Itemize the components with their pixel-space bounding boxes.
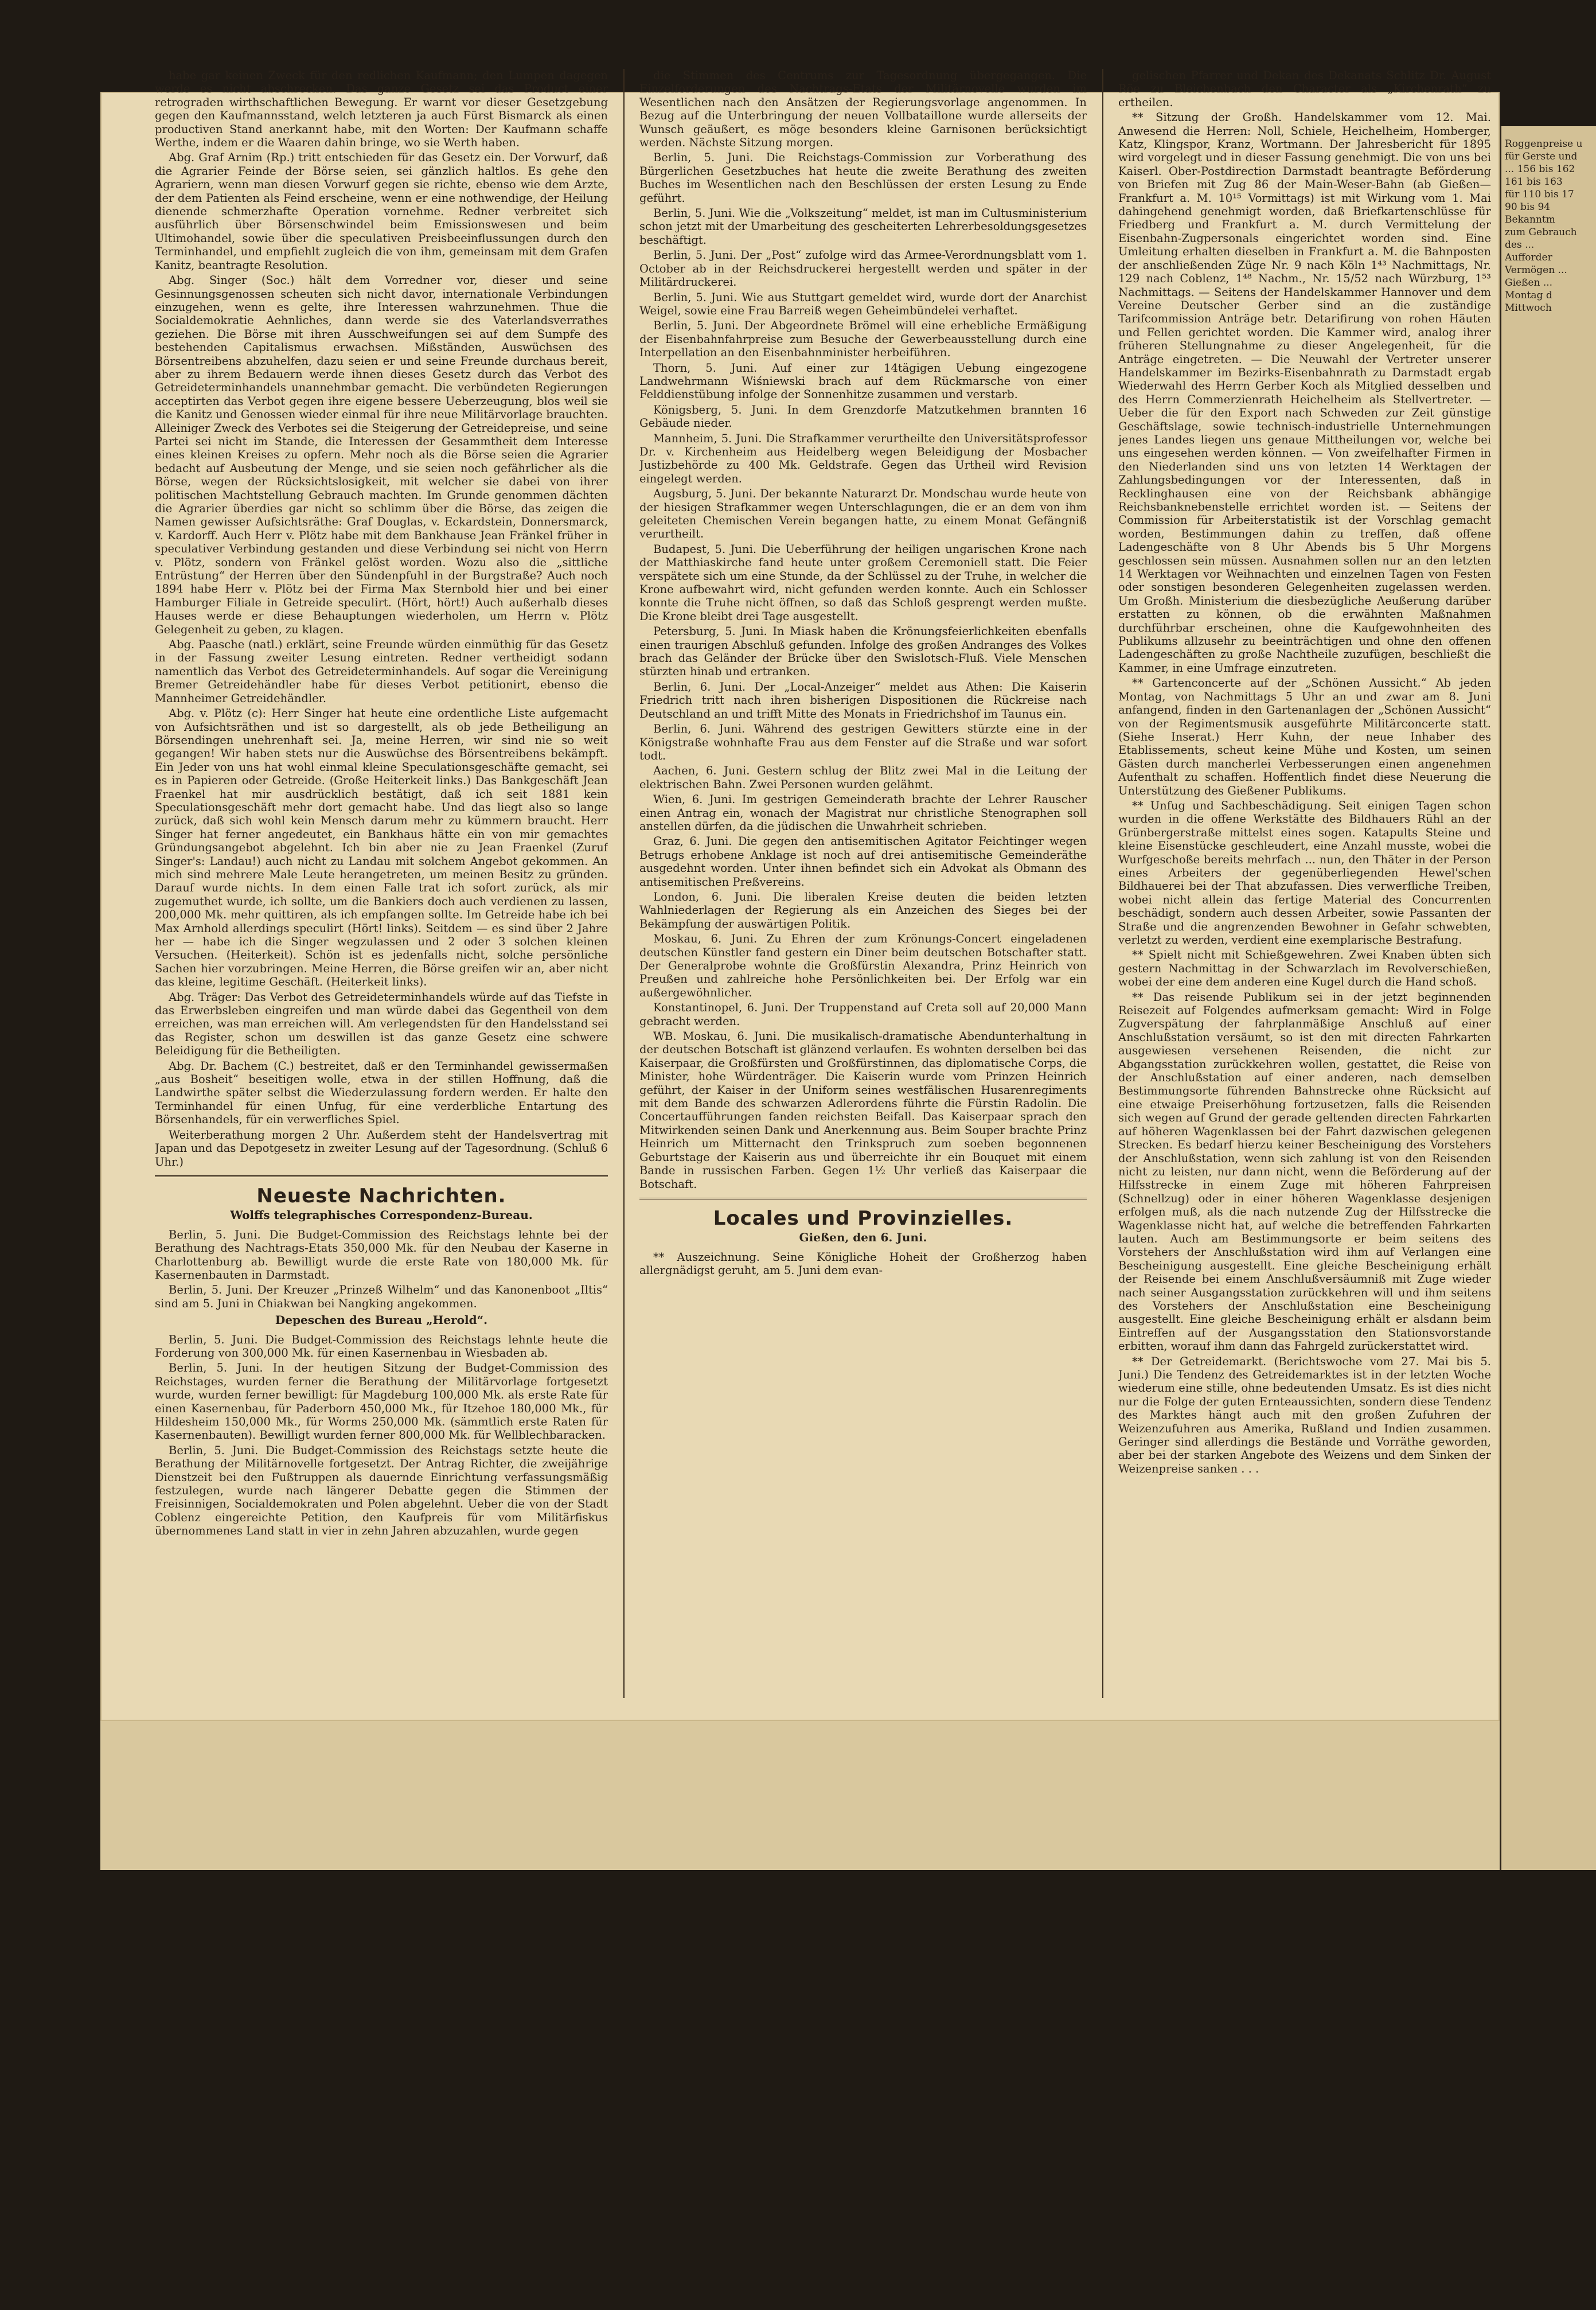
strip-line: Roggenpreise u bbox=[1505, 138, 1583, 150]
local-dateline: Gießen, den 6. Juni. bbox=[799, 1230, 927, 1245]
local-paragraph: ** Das reisende Publikum sei in der jetzt beginnenden Reisezeit auf Folgendes aufmerksam gemacht: Wird in Folge Zugverspätung der fahrplanmäßige Anschluß auf einer Anschlußstation versäumt, so ist den mit directen Fahrkarten ausgewiesen versehenen Reisenden, die nicht zur Abgangsstation zurückkehren wollen, gestattet, die Reise von der Anschlußstation auf einer anderen, nach demselben Bestimmungsorte führenden Bahnstrecke ohne Rücksicht auf eine etwaige Preiserhöhung fortzusetzen, falls die Reisenden sich wegen auf Grund der gerade geltenden directen Fahrkarten auf höheren Wagenklassen bei der Fahrt dazwischen gelegenen Strecken. Es bedarf hierzu keiner Bescheinigung des Vorstehers der Anschlußstation, wenn sich zahlung ist von den Reisenden nicht zu leisten, nur dann nicht, wenn die Beförderung auf der Hilfsstrecke in einem Zuge mit höheren Fahrpreisen (Schnellzug) oder in einer höheren Wagenklasse desjenigen erfolgen muß, als die nach nutzende Zug der Hilfsstrecke die Wagenklasse nicht hat, auf welche die betreffenden Fahrkarten lauten. Auch am Bestimmungsorte er beim seitens des Vorstehers der Anschlußstation wird ihm auf Verlangen eine Bescheinigung ausgestellt. Eine gleiche Bescheinigung erhält der Reisende bei einem Anschlußversäumniß mit Zuge wieder nach seiner Ausgangsstation zurückkehren will und ihm seitens des Vorstehers der Anschlußstation eine Bescheinigung ausgestellt. Eine gleiche Bescheinigung erhält er alsdann beim Eintreffen auf der Ausgangsstation den Stationsvorstande erbitten, worauf ihm dann das Fahrgeld zurückerstattet wird. bbox=[1118, 990, 1491, 1353]
strip-line: 161 bis 163 bbox=[1505, 176, 1563, 188]
dispatch-paragraph: Berlin, 5. Juni. Wie aus Stuttgart gemeldet wird, wurde dort der Anarchist Weigel, sowie eine Frau Barreiß wegen Geheimbündelei verhaftet. bbox=[639, 290, 1087, 317]
dispatch-paragraph: WB. Moskau, 6. Juni. Die musikalisch-dramatische Abendunterhaltung in der deutschen Botschaft ist glänzend verlaufen. Es wohnten derselben bei das Kaiserpaar, die Großfürsten und Großfürstinnen, das diplomatische Corps, die Minister, hohe Würdenträger. Die Kaiserin wurde vom Prinzen Heinrich geführt, der Kaiser in der Uniform seines westfälischen Husarenregiments mit dem Bande des schwarzen Adlerordens führte die Fürstin Radolin. Die Concertaufführungen fanden reichsten Beifall. Das Kaiserpaar sprach den Mitwirkenden seinen Dank und Anerkennung aus. Beim Souper brachte Prinz Heinrich um Mitternacht den Trinkspruch zum soeben begonnenen Geburtstage der Kaiserin aus und überreichte ihr ein Bouquet mit einem Bande in russischen Farben. Gegen 1½ Uhr verließ das Kaiserpaar die Botschaft. bbox=[639, 1030, 1087, 1191]
dispatch-paragraph: Graz, 6. Juni. Die gegen den antisemitischen Agitator Feichtinger wegen Betrugs erhobene Anklage ist noch auf drei antisemitische Gemeinderäthe ausgedehnt worden. Unter ihnen befindet sich ein Advokat als Obmann des antisemitischen Preßvereins. bbox=[639, 835, 1087, 889]
article-paragraph: Abg. Dr. Bachem (C.) bestreitet, daß er den Terminhandel gewissermaßen „aus Bosheit“ beseitigen wolle, etwa in der stillen Hoffnung, daß die Landwirthe später selbst die Wiederzulassung fordern werden. Er halte den Terminhandel für einen Unfug, für eine verderbliche Entartung des Börsenhandels, für ein verwerfliches Spiel. bbox=[155, 1059, 608, 1127]
article-paragraph: Abg. Paasche (natl.) erklärt, seine Freunde würden einmüthig für das Gesetz in der Fassung zweiter Lesung eintreten. Redner vertheidigt sodann namentlich das Verbot des Getreideterminhandels. Auf sogar die Vereinigung Bremer Getreidehändler habe für dieses Verbot petitionirt, ebenso die Mannheimer Getreidehändler. bbox=[155, 638, 608, 705]
strip-line: Bekanntm bbox=[1505, 214, 1555, 225]
wolff-dispatches bbox=[155, 1228, 608, 1310]
adjacent-page-strip bbox=[1500, 126, 1596, 1870]
strip-line: für Gerste und bbox=[1505, 151, 1578, 162]
dispatch-paragraph: Konstantinopel, 6. Juni. Der Truppenstand auf Creta soll auf 20,000 Mann gebracht werden. bbox=[639, 1001, 1087, 1028]
dispatch-paragraph: die Stimmen des Centrums zur Tagesordnung übergegangen. Die Einzelforderungen des Nachtrags-Etats der Militärnovelle wurden im Wesentlichen nach den Ansätzen der Regierungsvorlage angenommen. In Bezug auf die Unterbringung der neuen Vollbataillone wurde allerseits der Wunsch geäußert, es möge besonders kleine Garnisonen berücksichtigt werden. Nächste Sitzung morgen. bbox=[639, 69, 1087, 150]
local-news-continued bbox=[1118, 69, 1491, 1475]
strip-line: Montag d bbox=[1505, 290, 1552, 301]
dispatch-paragraph: Berlin, 5. Juni. Die Budget-Commission des Reichstags lehnte heute die Forderung von 300,000 Mk. für einen Kasernenbau in Wiesbaden ab. bbox=[155, 1333, 608, 1359]
news-dispatches bbox=[639, 69, 1087, 1191]
article-paragraph: Abg. Singer (Soc.) hält dem Vorredner vor, dieser und seine Gesinnungsgenossen scheuten sich nicht davor, internationale Verbindungen einzugehen, wenn es gelte, ihre Interessen wahrzunehmen. Thue die Socialdemokratie Aehnliches, dann werde sie des Vaterlandsverrathes geziehen. Die Börse mit ihren Ausschweifungen sei auf dem Sumpfe des bestehenden Capitalismus erwachsen. Mißständen, Auswüchsen des Börsentreibens abzuhelfen, dazu seien er und seine Freunde durchaus bereit, aber zu ihrem Bedauern werde ihnen dieses Gesetz durch das Verbot des Getreideterminhandels unannehmbar gemacht. Die verbündeten Regierungen acceptirten das Verbot gegen ihre eigene bessere Ueberzeugung, blos weil sie die Kanitz und Genossen wieder einmal für ihre neue Militärvorlage brauchten. Alleiniger Zweck des Verbotes sei die Steigerung der Getreidepreise, und seine Partei sei nicht im Stande, die Interessen der Gesammtheit dem Interesse eines kleinen Kreises zu opfern. Mehr noch als die Börse seien die Agrarier bedacht auf Ausbeutung der Menge, und sie seien noch gefährlicher als die Börse, wegen der Rücksichtslosigkeit, mit welcher sie dabei von ihrer politischen Machtstellung Gebrauch machten. Im Grunde genommen dächten die Agrarier überdies gar nicht so schlimm über die Börse, das zeigen die Namen gewisser Aufsichtsräthe: Graf Douglas, v. Eckardstein, Donnersmarck, v. Kardorff. Auch Herr v. Plötz habe mit dem Bankhause Jean Fränkel früher in speculativer Verbindung gestanden und diese Verbindung sei nicht von Herrn v. Plötz, sondern von Fränkel gelöst worden. Wozu also die „sittliche Entrüstung“ der Herren über den Sündenpfuhl in der Burgstraße? Auch noch 1894 habe Herr v. Plötz bei der Firma Max Sternbold hier und bei einer Hamburger Filiale in Getreide speculirt. (Hört, hört!) Auch außerhalb dieses Hauses werde er diese Behauptungen wiederholen, um Herrn v. Plötz Gelegenheit zu geben, zu klagen. bbox=[155, 274, 608, 636]
wolff-bureau-heading: Wolffs telegraphisches Correspondenz-Bureau. bbox=[230, 1208, 533, 1222]
dispatch-paragraph: Budapest, 5. Juni. Die Ueberführung der heiligen ungarischen Krone nach der Matthiaskirche fand heute unter großem Ceremoniell statt. Die Feier verspätete sich um eine Stunde, da der Schlüssel zu der Truhe, in welcher die Krone aufbewahrt wird, nicht gefunden werden konnte. Auch ein Schlosser konnte die Truhe nicht öffnen, so daß das Schloß gesprengt werden mußte. Die Krone bleibt drei Tage ausgestellt. bbox=[639, 542, 1087, 623]
strip-line: Vermögen ... bbox=[1505, 264, 1567, 276]
local-paragraph: gelischen Pfarrer und Dekan des Dekanats Schlitz Dr. August Röe zu Bleichenbach den Character als „Kirchenrath“ zu ertheilen. bbox=[1118, 69, 1491, 109]
dispatch-paragraph: Berlin, 6. Juni. Der „Local-Anzeiger“ meldet aus Athen: Die Kaiserin Friedrich tritt nach ihren bisherigen Dispositionen die Rückreise nach Deutschland an und trifft Mitte des Monats in Friedrichshof im Taunus ein. bbox=[639, 680, 1087, 720]
dispatch-paragraph: Wien, 6. Juni. Im gestrigen Gemeinderath brachte der Lehrer Rauscher einen Antrag ein, wonach der Magistrat nur christliche Stenographen soll anstellen dürfen, da die jüdischen die Unwahrheit schrieben. bbox=[639, 793, 1087, 833]
local-paragraph: ** Unfug und Sachbeschädigung. Seit einigen Tagen schon wurden in die offene Werkstätte des Bildhauers Rühl an der Grünbergerstraße mittelst eines sogen. Katapults Steine und kleine Eisenstücke geschleudert, eine Anzahl musste, wobei die Wurfgeschoße bereits mehrfach ... nun, den Thäter in der Person eines Arbeiters der gegenüberliegenden Hewel'schen Bildhauerei bei der That abzufassen. Dies verwerfliche Treiben, wobei nicht allein das fertige Material des Concurrenten beschädigt, sondern auch dessen Arbeiter, sowie Passanten der Straße und die angrenzenden Bewohner in Gefahr schwebten, verletzt zu werden, verdient eine exemplarische Bestrafung. bbox=[1118, 798, 1491, 946]
local-paragraph: ** Der Getreidemarkt. (Berichtswoche vom 27. Mai bis 5. Juni.) Die Tendenz des Getreidemarktes ist in der letzten Woche wiederum eine stille, ohne bedeutenden Umsatz. Es ist dies nicht nur die Folge der guten Ernteaussichten, sondern diese Tendenz des Marktes hängt auch mit den großen Zufuhren der Weizenzufuhren aus Amerika, Rußland und Indien zusammen. Geringer sind allerdings die Bestände und Vorräthe geworden, aber bei der starken Angebote des Weizens und dem Sinken der Weizenpreise sanken . . . bbox=[1118, 1354, 1491, 1475]
dispatch-paragraph: Berlin, 5. Juni. Der „Post“ zufolge wird das Armee-Verordnungsblatt vom 1. October ab in der Reichsdruckerei hergestellt werden und später in der Militärdruckerei. bbox=[639, 248, 1087, 289]
dispatch-paragraph: Berlin, 5. Juni. Wie die „Volkszeitung“ meldet, ist man im Cultusministerium schon jetzt mit der Umarbeitung des gescheiterten Lehrerbesoldungsgesetzes beschäftigt. bbox=[639, 207, 1087, 247]
column-3 bbox=[1118, 69, 1491, 1698]
local-news bbox=[639, 1251, 1087, 1277]
article-paragraph: Abg. Träger: Das Verbot des Getreideterminhandels würde auf das Tiefste in das Erwerbsleben eingreifen und man würde dabei das Gegentheil von dem erreichen, was man erreichen will. Am verlegendsten für den Handelsstand sei das Register, schon um deswillen ist das ganze Gesetz eine schwere Beleidigung für die Betheiligten. bbox=[155, 990, 608, 1058]
strip-line: für 110 bis 17 bbox=[1505, 189, 1574, 200]
article-paragraph: Abg. Graf Arnim (Rp.) tritt entschieden für das Gesetz ein. Der Vorwurf, daß die Agrarier Feinde der Börse seien, sei gänzlich haltlos. Es gehe den Agrariern, wenn man diesen Vorwurf gegen sie richte, ebenso wie dem Arzte, der dem Patienten als Feind erscheine, wenn er eine nothwendige, der Heilung dienende schmerzhafte Operation vornehme. Redner verbreitet sich ausführlich über Börsenschwindel beim Emissionswesen und beim Ultimohandel, sowie über die speculativen Preisbeeinflussungen durch den Terminhandel, und empfiehlt zugleich die von ihm, gemeinsam mit dem Grafen Kanitz, beantragte Resolution. bbox=[155, 151, 608, 272]
column-rule-1 bbox=[623, 69, 625, 1698]
dispatch-paragraph: Thorn, 5. Juni. Auf einer zur 14tägigen Uebung eingezogene Landwehrmann Wiśniewski brach auf dem Rückmarsche von einer Felddienstübung infolge der Sonnenhitze zusammen und verstarb. bbox=[639, 361, 1087, 402]
news-section-title: Neueste Nachrichten. bbox=[256, 1184, 506, 1207]
strip-line: 90 bis 94 bbox=[1505, 201, 1551, 213]
local-paragraph: ** Gartenconcerte auf der „Schönen Aussicht.“ Ab jeden Montag, von Nachmittags 5 Uhr an und zwar am 8. Juni anfangend, finden in den Gartenanlagen der „Schönen Aussicht“ von der Regimentsmusik ausgeführte Militärconcerte statt. (Siehe Inserat.) Herr Kuhn, der neue Inhaber des Etablissements, scheut keine Mühe und Kosten, um seinen Gästen durch mancherlei Verbesserungen einen angenehmen Aufenthalt zu schaffen. Hoffentlich findet diese Neuerung die Unterstützung des Gießener Publikums. bbox=[1118, 676, 1491, 797]
parliament-report bbox=[155, 69, 608, 1168]
dispatch-paragraph: Berlin, 5. Juni. Die Budget-Commission des Reichstags setzte heute die Berathung der Militärnovelle fortgesetzt. Der Antrag Richter, die zweijährige Dienstzeit bei den Fußtruppen als dauernde Einrichtung verfassungsmäßig festzulegen, wurde nach längerer Debatte gegen die Stimmen der Freisinnigen, Socialdemokraten und Polen abgelehnt. Ueber die von der Stadt Coblenz eingereichte Petition, den Kaufpreis für vom Militärfiskus übernommenes Land statt in vier in zehn Jahren abzuzahlen, wurde gegen bbox=[155, 1443, 608, 1537]
dispatch-paragraph: Berlin, 5. Juni. Die Reichstags-Commission zur Vorberathung des Bürgerlichen Gesetzbuches hat heute die zweite Berathung des zweiten Buches im Wesentlichen nach den Beschlüssen der ersten Lesung zu Ende geführt. bbox=[639, 151, 1087, 205]
strip-line: Gießen ... bbox=[1505, 277, 1553, 289]
strip-line: Mittwoch bbox=[1505, 302, 1552, 314]
strip-line: ... 156 bis 162 bbox=[1505, 163, 1575, 175]
page-bottom-margin bbox=[100, 1721, 1500, 1870]
section-divider bbox=[155, 1175, 608, 1177]
dispatch-paragraph: Mannheim, 5. Juni. Die Strafkammer verurtheilte den Universitätsprofessor Dr. v. Kirchenheim aus Heidelberg wegen Beleidigung der Mosbacher Justizbehörde zu 400 Mk. Geldstrafe. Gegen das Urtheil wird Revision eingelegt werden. bbox=[639, 431, 1087, 485]
dispatch-paragraph: Berlin, 5. Juni. Der Abgeordnete Brömel will eine erhebliche Ermäßigung der Eisenbahnfahrpreise zum Besuche der Gewerbeausstellung durch eine Interpellation an den Eisenbahnminister herbeiführen. bbox=[639, 319, 1087, 360]
dispatch-paragraph: Moskau, 6. Juni. Zu Ehren der zum Krönungs-Concert eingeladenen deutschen Künstler fand gestern ein Diner beim deutschen Botschafter statt. Der Generalprobe wohnte die Großfürstin Alexandra, Prinz Heinrich von Preußen und zahlreiche hohe Persönlichkeiten bei. Der Erfolg war ein außergewöhnlicher. bbox=[639, 932, 1087, 999]
strip-line: zum Gebrauch bbox=[1505, 227, 1577, 238]
dispatch-paragraph: Augsburg, 5. Juni. Der bekannte Naturarzt Dr. Mondschau wurde heute von der hiesigen Strafkammer wegen Unterschlagungen, die er an dem von ihm geleiteten Chemischen Verein begangen hatte, zu einem Monat Gefängniß verurtheilt. bbox=[639, 487, 1087, 541]
column-2 bbox=[639, 69, 1087, 1698]
strip-line: des ... bbox=[1505, 239, 1535, 251]
section-divider bbox=[639, 1198, 1087, 1199]
dispatch-paragraph: Berlin, 5. Juni. Der Kreuzer „Prinzeß Wilhelm“ und das Kanonenboot „Iltis“ sind am 5. Juni in Chiakwan bei Nangking angekommen. bbox=[155, 1283, 608, 1310]
dispatch-paragraph: Königsberg, 5. Juni. In dem Grenzdorfe Matzutkehmen brannten 16 Gebäude nieder. bbox=[639, 403, 1087, 430]
herold-dispatches bbox=[155, 1333, 608, 1537]
strip-line: Aufforder bbox=[1505, 252, 1552, 263]
dispatch-paragraph: Berlin, 5. Juni. In der heutigen Sitzung der Budget-Commission des Reichstages, wurden ferner die Berathung der Militärvorlage fortgesetzt wurde, wurden ferner bewilligt: für Magdeburg 100,000 Mk. als erste Rate für einen Kasernenbau, für Paderborn 450,000 Mk., für Itzehoe 180,000 Mk., für Hildesheim 150,000 Mk., für Worms 250,000 Mk. (sämmtlich erste Raten für Kasernenbauten). Bewilligt wurden ferner 800,000 Mk. für Wellblechbaracken. bbox=[155, 1361, 608, 1442]
dispatch-paragraph: Berlin, 6. Juni. Während des gestrigen Gewitters stürzte eine in der Königstraße wohnhafte Frau aus dem Fenster auf die Straße und war sofort todt. bbox=[639, 722, 1087, 762]
article-paragraph: habe gar keinen Zweck für den redlichen Kaufmann; den Lumpen dagegen werde es nicht abschrecken. Das ganze Gesetz sei das Product einer retrograden wirthschaftlichen Bewegung. Er warnt vor dieser Gesetzgebung gegen den Kaufmannsstand, welch letzteren ja auch Fürst Bismarck als einen productiven Stand anerkannt habe, mit den Worten: Der Kaufmann schaffe Werthe, indem er die Waaren dahin bringe, wo sie Werth haben. bbox=[155, 69, 608, 150]
local-paragraph: ** Spielt nicht mit Schießgewehren. Zwei Knaben übten sich gestern Nachmittag in der Schwarzlach im Revolverschießen, wobei der eine dem anderen eine Kugel durch die Hand schoß. bbox=[1118, 948, 1491, 989]
column-1 bbox=[155, 69, 608, 1537]
article-paragraph: Weiterberathung morgen 2 Uhr. Außerdem steht der Handelsvertrag mit Japan und das Depotgesetz in zweiter Lesung auf der Tagesordnung. (Schluß 6 Uhr.) bbox=[155, 1128, 608, 1168]
local-paragraph: ** Auszeichnung. Seine Königliche Hoheit der Großherzog haben allergnädigst geruht, am 5. Juni dem evan- bbox=[639, 1250, 1087, 1277]
dispatch-paragraph: London, 6. Juni. Die liberalen Kreise deuten die beiden letzten Wahlniederlagen der Regierung als ein Anzeichen des Sieges bei der Bekämpfung der auswärtigen Politik. bbox=[639, 890, 1087, 930]
dispatch-paragraph: Aachen, 6. Juni. Gestern schlug der Blitz zwei Mal in die Leitung der elektrischen Bahn. Zwei Personen wurden gelähmt. bbox=[639, 764, 1087, 791]
column-rule-2 bbox=[1102, 69, 1103, 1698]
dispatch-paragraph: Petersburg, 5. Juni. In Miask haben die Krönungsfeierlichkeiten ebenfalls einen traurigen Abschluß gefunden. Infolge des großen Andranges des Volkes brach das Geländer der Brücke über den Swislotsch-Fluß. Viele Menschen stürzten hinab und ertranken. bbox=[639, 625, 1087, 679]
local-paragraph: ** Sitzung der Großh. Handelskammer vom 12. Mai. Anwesend die Herren: Noll, Schiele, Heichelheim, Homberger, Katz, Klingspor, Kranz, Wortmann. Der Jahresbericht für 1895 wird vorgelegt und in dieser Fassung genehmigt. Die von uns bei Kaiserl. Ober-Postdirection Darmstadt beantragte Beförderung von Briefen mit Zug 86 der Main-Weser-Bahn (ab Gießen—Frankfurt a. M. 10¹⁵ Vormittags) ist mit Wirkung vom 1. Mai dahingehend genehmigt worden, daß Briefkartenschlüsse für Friedberg und Frankfurt a. M. durch Vermittelung der Eisenbahn-Zugpersonals eingerichtet worden sind. Eine Umleitung erhalten dieselben in Frankfurt a. M. die Bahnposten der anschließenden Züge Nr. 9 nach Köln 1⁴³ Nachmittags, Nr. 129 nach Coblenz, 1⁴⁸ Nachm., Nr. 15/52 nach Würzburg, 1⁵³ Nachmittags. — Seitens der Handelskammer Hannover und dem Vereine Deutscher Gerber sind an die zuständige Tarifcommission Anträge betr. Detarifirung von rohen Häuten und Fellen gerichtet worden. Die Kammer wird, analog ihrer früheren Stellungnahme zu dieser Angelegenheit, für die Anträge eingetreten. — Die Neuwahl der Vertreter unserer Handelskammer im Bezirks-Eisenbahnrath zu Darmstadt ergab Wiederwahl des Herrn Gerber Koch als Mitglied desselben und des Herrn Commerzienrath Heichelheim als Stellvertreter. — Ueber die für den Export nach Schweden zur Zeit günstige Geschäftslage, sowie technisch-industrielle Unternehmungen jenes Landes liegen uns genaue Mittheilungen vor, welche bei uns eingesehen werden können. — Von zweifelhafter Firmen in den Niederlanden sind uns von letzten 14 Werktagen der Zahlungsbedingungen vor der Interessenten, daß in Recklinghausen eine von der Reichsbank abhängige Reichsbanknebenstelle errichtet worden ist. — Seitens der Commission für Arbeiterstatistik ist der Vorschlag gemacht worden, Bestimmungen dahin zu treffen, daß offene Ladengeschäfte von 8 Uhr Abends bis 5 Uhr Morgens geschlossen sein müssen. Ausnahmen sollen nur an den letzten 14 Werktagen vor Weihnachten und einzelnen Tagen von Festen oder sonstigen besonderen Gelegenheiten zugelassen werden. Um Großh. Ministerium die diesbezügliche Aeußerung darüber erstatten zu können, ob die erwähnten Maßnahmen durchführbar erscheinen, ohne die Kaufgewohnheiten des Publikums allzusehr zu beeinträchtigen und ohne den offenen Ladengeschäften zu große Nachtheile zuzufügen, beschließt die Kammer, in eine Umfrage einzutreten. bbox=[1118, 111, 1491, 675]
article-paragraph: Abg. v. Plötz (c): Herr Singer hat heute eine ordentliche Liste aufgemacht von Aufsichtsräthen und ist so dargestellt, als ob jede Betheiligung an Börsendingen unehrenhaft sei. Ja, meine Herren, wir sind nie so weit gegangen! Wir haben stets nur die Auswüchse des Börsentreibens bekämpft. Ein Jeder von uns hat wohl einmal kleine Speculationsgeschäfte gemacht, sei es in Papieren oder Getreide. (Große Heiterkeit links.) Das Bankgeschäft Jean Fraenkel hat mir ausdrücklich bestätigt, daß ich seit 1881 kein Speculationsgeschäft mehr dort gemacht habe. Und das liegt also so lange zurück, daß sich wohl kein Mensch darum mehr zu kümmern braucht. Herr Singer hat ferner angedeutet, ein Bankhaus hätte ein von mir gemachtes Gründungsangebot abgelehnt. Ich bin aber nie zu Jean Fraenkel (Zuruf Singer's: Landau!) auch nicht zu Landau mit solchem Angebot gekommen. An mich sind mehrere Male Leute herangetreten, um meinen Besitz zu gründen. Darauf wurde nichts. In dem einen Falle trat ich sofort zurück, als mir zugemuthet wurde, ich sollte, um die Bankiers doch auch verdienen zu lassen, 200,000 Mk. mehr quittiren, als ich empfangen sollte. Im Getreide habe ich bei Max Arnhold allerdings speculirt (Hört! links). Seitdem — es sind über 2 Jahre her — habe ich die Singer wegzulassen und 2 oder 3 solchen kleinen Versuchen. (Heiterkeit). Schön ist es jedenfalls nicht, solche persönliche Sachen hier vorzubringen. Meine Herren, die Börse greifen wir an, aber nicht das kleine, legitime Geschäft. (Heiterkeit links). bbox=[155, 707, 608, 989]
herold-bureau-heading: Depeschen des Bureau „Herold“. bbox=[275, 1313, 488, 1327]
local-section-title: Locales und Provinzielles. bbox=[713, 1206, 1013, 1230]
dispatch-paragraph: Berlin, 5. Juni. Die Budget-Commission des Reichstags lehnte bei der Berathung des Nachtrags-Etats 350,000 Mk. für den Neubau der Kaserne in Charlottenburg ab. Bewilligt wurde die erste Rate von 180,000 Mk. für Kasernenbauten in Darmstadt. bbox=[155, 1228, 608, 1281]
adjacent-page-text bbox=[1505, 138, 1596, 314]
